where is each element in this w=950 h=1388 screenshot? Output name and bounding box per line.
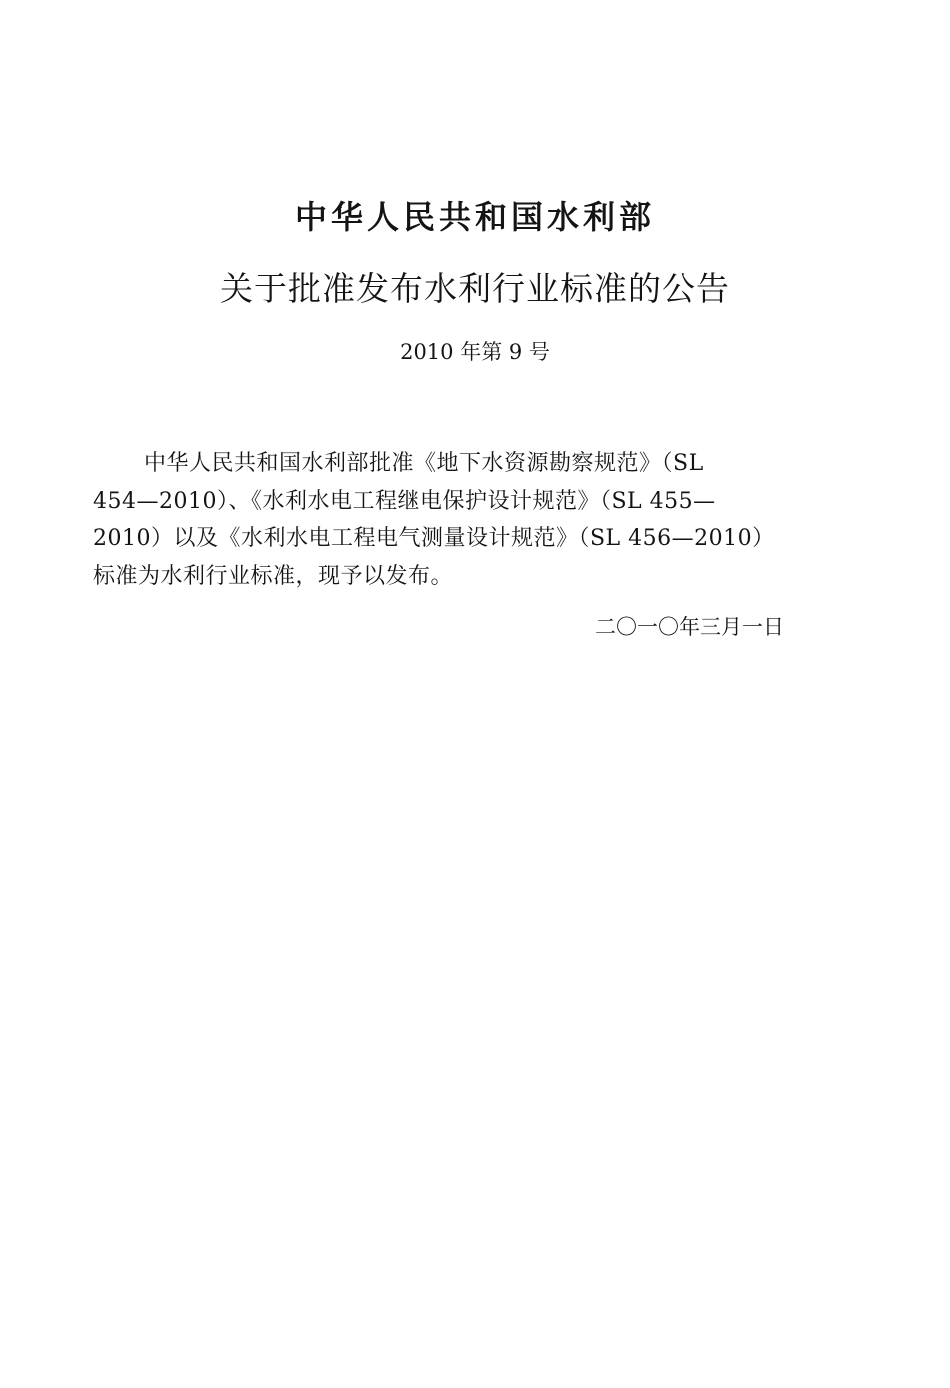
announcement-body <box>93 445 845 595</box>
body-line-2: 454—2010）、《水利水电工程继电保护设计规范》（SL 455— <box>93 488 716 514</box>
issuer-heading: 中华人民共和国水利部 <box>294 198 655 236</box>
announcement-number: 2010 年第 9 号 <box>400 340 550 364</box>
body-line-1: 中华人民共和国水利部批准《地下水资源勘察规范》（SL <box>144 451 704 476</box>
body-line-3: 2010）以及《水利水电工程电气测量设计规范》（SL 456—2010） <box>93 526 775 551</box>
announcement-date: 二〇一〇年三月一日 <box>595 615 784 639</box>
body-line-4: 标准为水利行业标准，现予以发布。 <box>93 563 454 589</box>
announcement-title: 关于批准发布水利行业标准的公告 <box>220 269 730 308</box>
